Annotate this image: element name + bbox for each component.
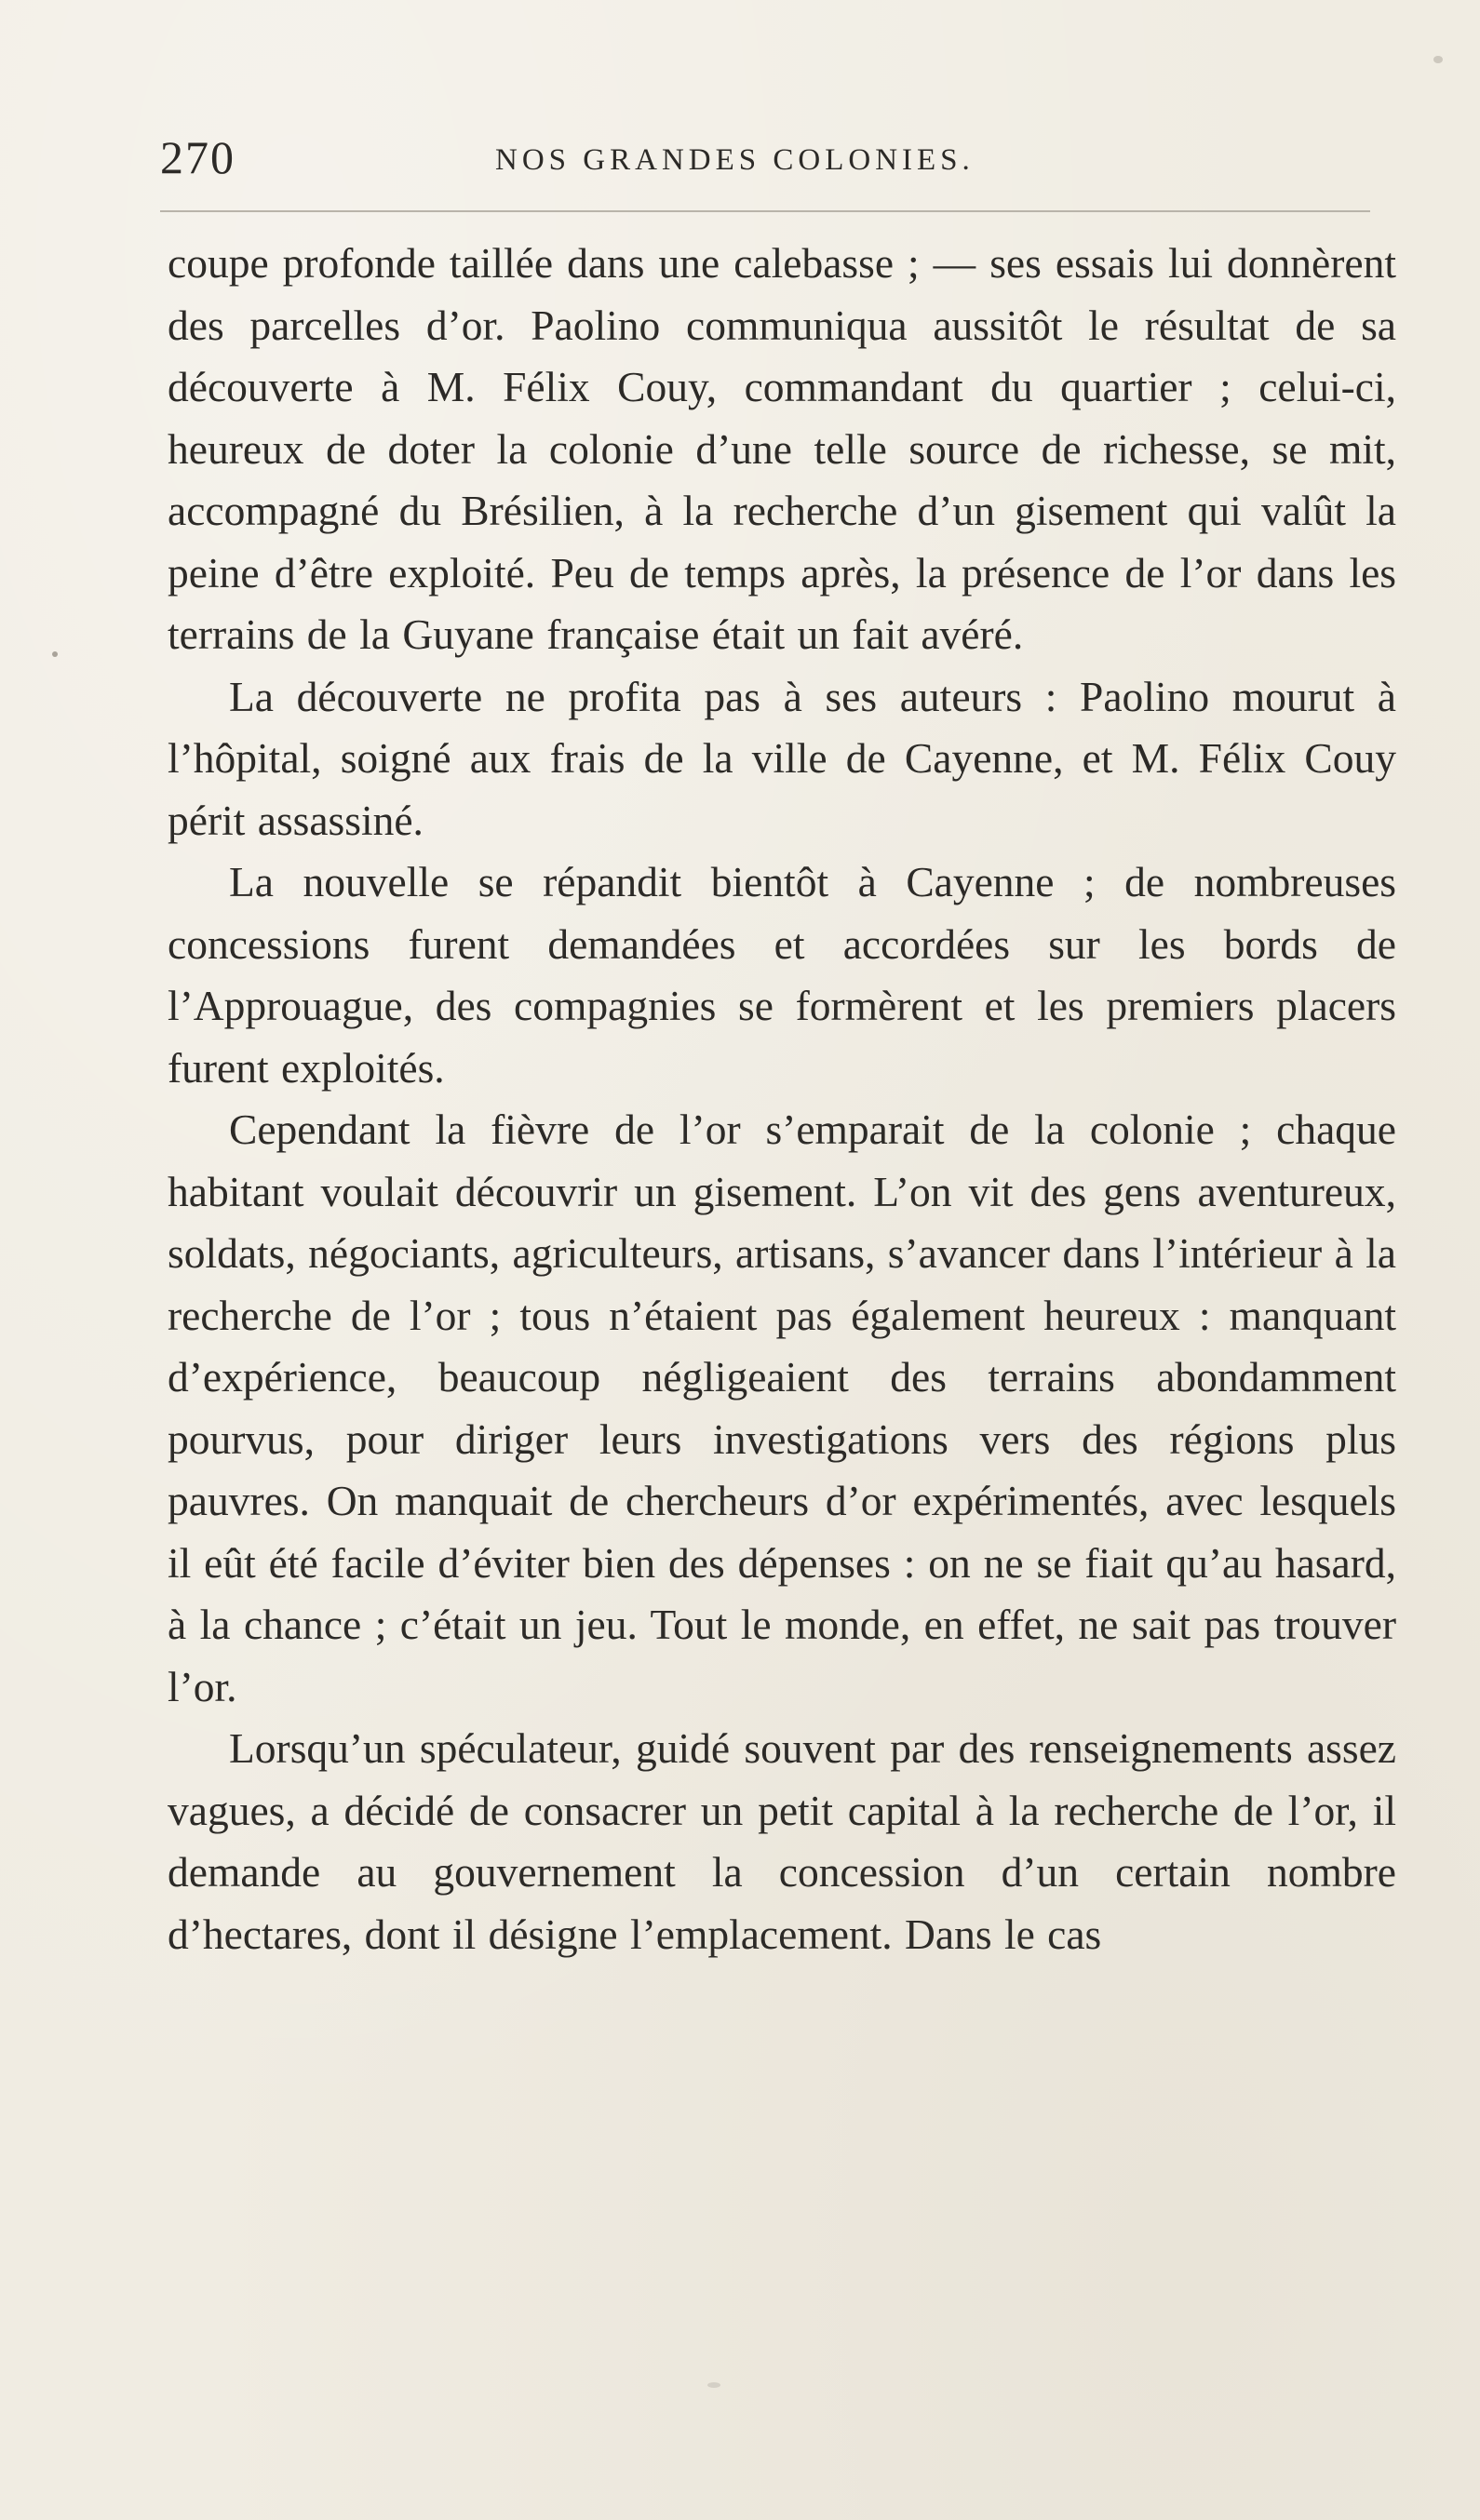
paper-speck bbox=[707, 2382, 720, 2388]
page-header bbox=[160, 130, 1370, 205]
paragraph-4: Cependant la fièvre de l’or s’emparait de la colonie ; chaque habitant voulait découvrir un gisement. L’on vit des gens aventureux, soldats, négociants, agriculteurs, artisans, s’avancer dans l’intérieur à la recherche de l’or ; tous n’étaient pas également heureux : manquant d’expérience, beaucoup négligeaient des terrains abondamment pourvus, pour diriger leurs investigations vers des régions plus pauvres. On manquait de chercheurs d’or expérimentés, avec lesquels il eût été facile d’éviter bien des dépenses : on ne se fiait qu’au hasard, à la chance ; c’était un jeu. Tout le monde, en effet, ne sait pas trouver l’or. bbox=[168, 1106, 1396, 1710]
paragraph-2: La découverte ne profita pas à ses auteurs : Paolino mourut à l’hôpital, soigné aux frais de la ville de Cayenne, et M. Félix Couy périt assassiné. bbox=[168, 672, 1396, 844]
running-title: NOS GRANDES COLONIES. bbox=[495, 143, 975, 177]
paragraph-1: coupe profonde taillée dans une calebasse ; — ses essais lui donnèrent des parcelles d’or. Paolino communiqua aussitôt le résultat de sa découverte à M. Félix Couy, commandant du quartier ; celui-ci, heureux de doter la colonie d’une telle source de richesse, se mit, accompagné du Brésilien, à la recherche d’un gisement qui valût la peine d’être exploité. Peu de temps après, la présence de l’or dans les terrains de la Guyane française était un fait avéré. bbox=[168, 239, 1396, 658]
paper-speck bbox=[52, 651, 58, 657]
paper-speck bbox=[1433, 56, 1443, 63]
page-number: 270 bbox=[160, 131, 235, 183]
header-rule bbox=[160, 210, 1370, 212]
paragraph-5: Lorsqu’un spéculateur, guidé souvent par des renseignements assez vagues, a décidé de consacrer un petit capital à la recherche de l’or, il demande au gouvernement la concession d’un certain nombre d’hectares, dont il désigne l’emplacement. Dans le cas bbox=[168, 1724, 1396, 1958]
body-text bbox=[168, 233, 1396, 1965]
paragraph-3: La nouvelle se répandit bientôt à Cayenne ; de nombreuses concessions furent demandées et accordées sur les bords de l’Approuague, des compagnies se formèrent et les premiers placers furent exploités. bbox=[168, 858, 1396, 1092]
